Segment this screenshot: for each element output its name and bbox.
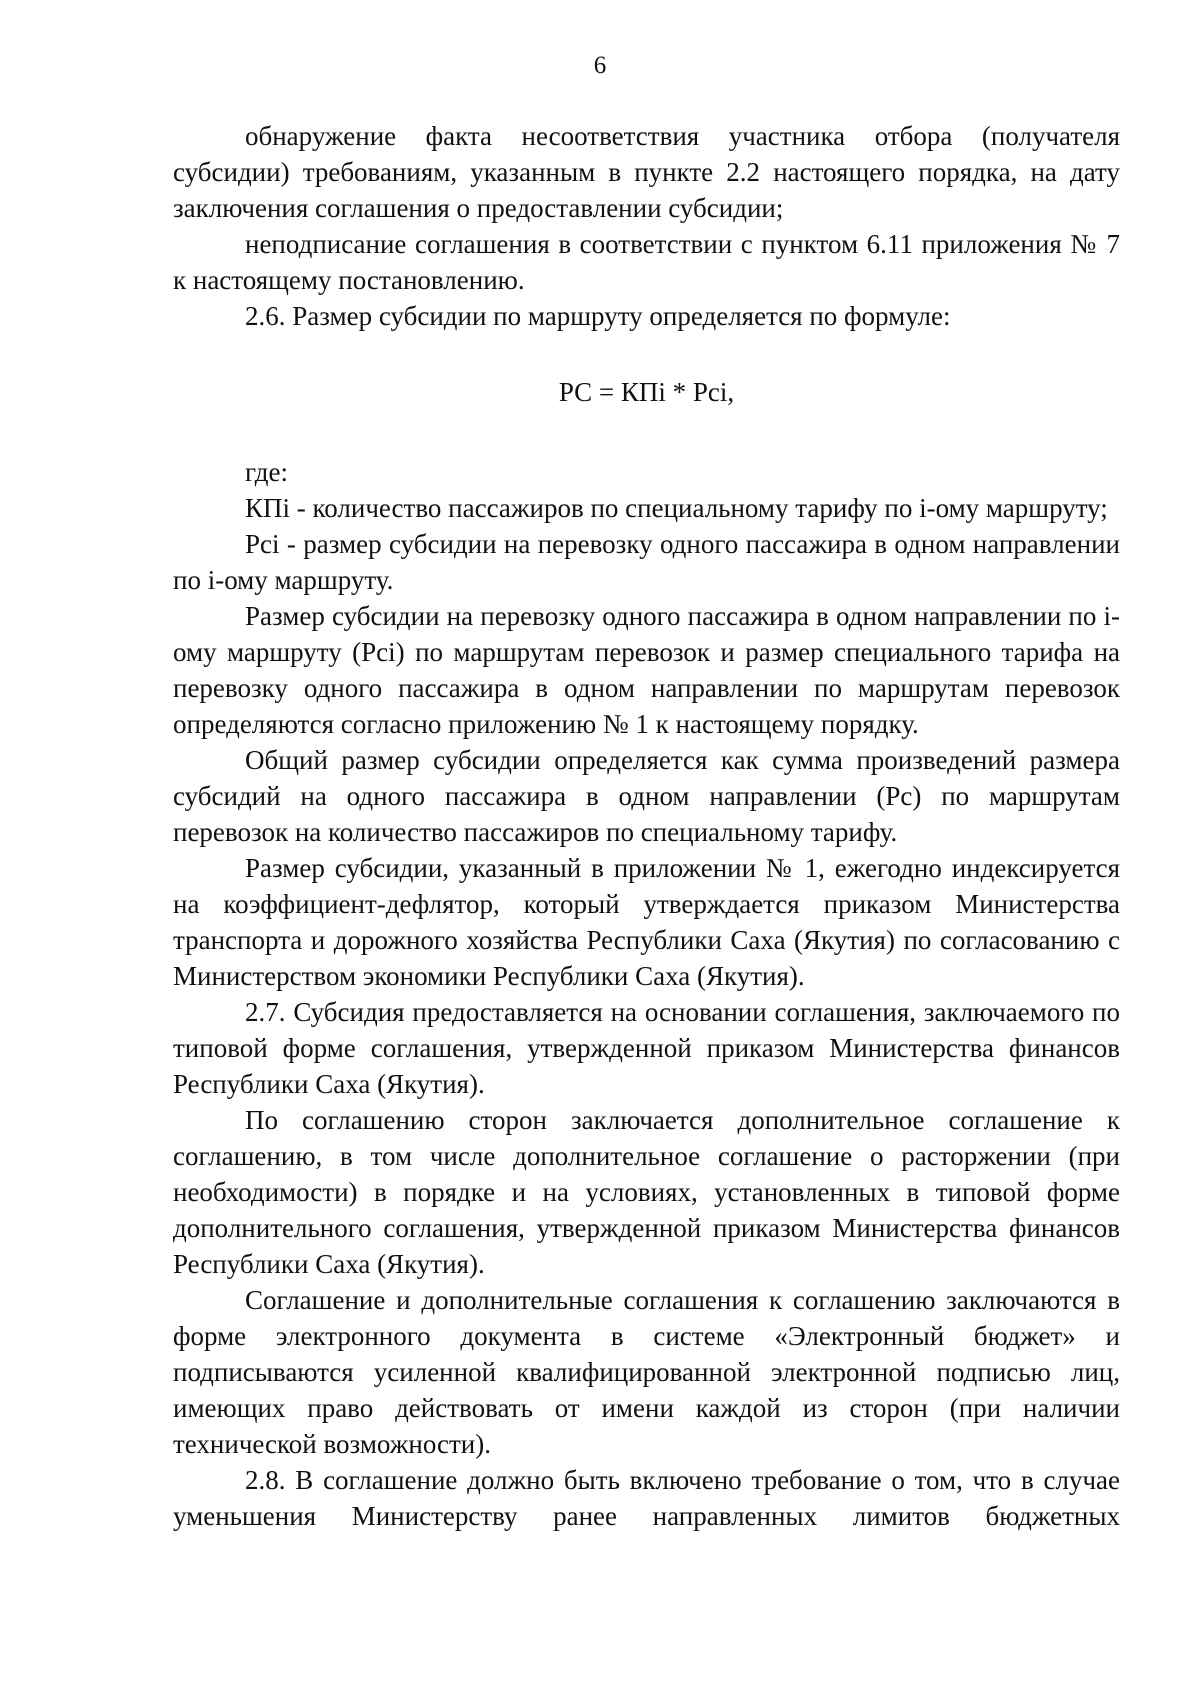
paragraph-additional-agreement: По соглашению сторон заключается дополнительное соглашение к соглашению, в том числе дополнительное соглашение о расторжении (при необходимости) в порядке и на условиях, установленных в типовой форме дополнительного соглашения, утвержденной приказом Министерства финансов Республики Саха (Якутия). — [173, 1105, 1120, 1279]
paragraph-2-7: 2.7. Субсидия предоставляется на основании соглашения, заключаемого по типовой форме соглашения, утвержденной приказом Министерства финансов Республики Саха (Якутия). — [173, 997, 1120, 1099]
document-body — [173, 118, 1120, 1534]
paragraph-rejection-grounds: обнаружение факта несоответствия участника отбора (получателя субсидии) требованиям, указанным в пункте 2.2 настоящего порядка, на дату заключения соглашения о предоставлении субсидии; — [173, 121, 1120, 223]
paragraph-2-8: 2.8. В соглашение должно быть включено требование о том, что в случае уменьшения Министерству ранее направленных лимитов бюджетных — [173, 1465, 1120, 1531]
page-number: 6 — [593, 52, 607, 79]
paragraph-total-subsidy: Общий размер субсидии определяется как сумма произведений размера субсидий на одного пассажира в одном направлении (Рс) по маршрутам перевозок на количество пассажиров по специальному тарифу. — [173, 745, 1120, 847]
paragraph-subsidy-size: Размер субсидии на перевозку одного пассажира в одном направлении по i-ому маршруту (Рсi) по маршрутам перевозок и размер специального тарифа на перевозку одного пассажира в одном направлении по маршрутам перевозок определяются согласно приложению № 1 к настоящему порядку. — [173, 601, 1120, 739]
paragraph-where: где: — [245, 457, 288, 487]
paragraph-2-6: 2.6. Размер субсидии по маршруту определяется по формуле: — [245, 301, 951, 331]
definition-rci: Рсi - размер субсидии на перевозку одного пассажира в одном направлении по i-ому маршруту. — [173, 529, 1120, 595]
paragraph-unsigned-agreement: неподписание соглашения в соответствии с пунктом 6.11 приложения № 7 к настоящему постановлению. — [173, 229, 1120, 295]
definition-kpi: КПi - количество пассажиров по специальному тарифу по i-ому маршруту; — [245, 493, 1108, 523]
subsidy-formula: РС = КПi * Рсi, — [558, 377, 735, 407]
paragraph-indexation: Размер субсидии, указанный в приложении № 1, ежегодно индексируется на коэффициент-дефлятор, который утверждается приказом Министерства транспорта и дорожного хозяйства Республики Саха (Якутия) по согласованию с Министерством экономики Республики Саха (Якутия). — [173, 853, 1120, 991]
paragraph-electronic-budget: Соглашение и дополнительные соглашения к соглашению заключаются в форме электронного документа в системе «Электронный бюджет» и подписываются усиленной квалифицированной электронной подписью лиц, имеющих право действовать от имени каждой из сторон (при наличии технической возможности). — [173, 1285, 1120, 1459]
